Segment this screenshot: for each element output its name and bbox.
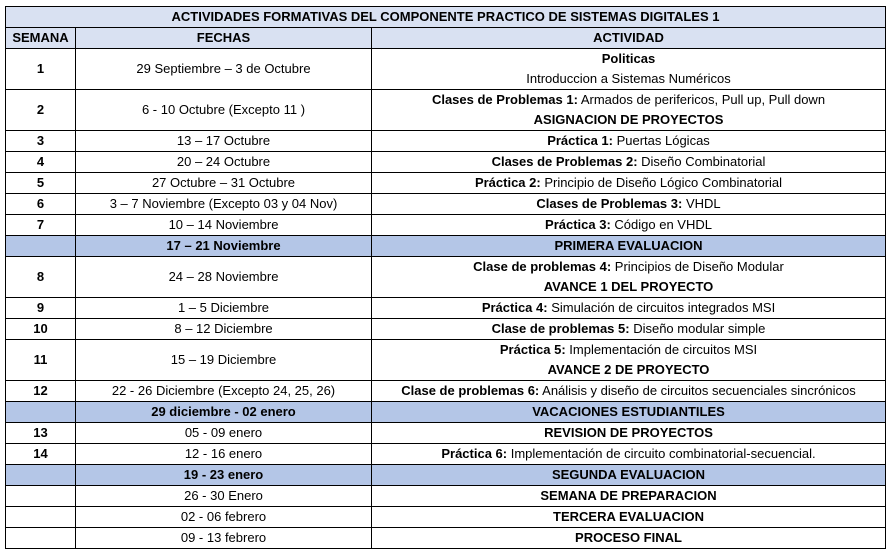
activity-line: AVANCE 1 DEL PROYECTO (543, 279, 714, 294)
table-row (6, 173, 886, 194)
week-cell: 1 (6, 49, 76, 90)
table-row (6, 423, 886, 444)
week-cell (6, 236, 76, 257)
activity-text: Implementación de circuito combinatorial-secuencial. (507, 446, 816, 461)
activity-cell (372, 194, 886, 215)
week-cell: 7 (6, 215, 76, 236)
week-cell (6, 507, 76, 528)
activity-line: Introduccion a Sistemas Numéricos (526, 71, 731, 86)
week-cell (6, 486, 76, 507)
header-week: SEMANA (6, 28, 76, 49)
activity-label: Clase de problemas 6: (401, 383, 540, 398)
dates-cell: 26 - 30 Enero (76, 486, 372, 507)
activity-line: ASIGNACION DE PROYECTOS (533, 112, 724, 127)
activity-text: Diseño modular simple (629, 321, 766, 336)
vacation-row (6, 402, 886, 423)
table-row (6, 319, 886, 340)
week-cell: 3 (6, 131, 76, 152)
activity-text: Principio de Diseño Lógico Combinatorial (540, 175, 783, 190)
activity-cell (372, 152, 886, 173)
activity-cell (372, 319, 886, 340)
activity-cell: VACACIONES ESTUDIANTILES (372, 402, 886, 423)
activity-text: VHDL (682, 196, 721, 211)
week-cell: 10 (6, 319, 76, 340)
activity-text: Implementación de circuitos MSI (565, 342, 758, 357)
evaluation-row (6, 465, 886, 486)
dates-cell: 29 Septiembre – 3 de Octubre (76, 49, 372, 90)
activity-label: Clase de problemas 4: (473, 259, 612, 274)
table-row (6, 486, 886, 507)
table-row (6, 49, 886, 90)
activity-text: Simulación de circuitos integrados MSI (547, 300, 776, 315)
week-cell: 2 (6, 90, 76, 131)
dates-cell: 12 - 16 enero (76, 444, 372, 465)
activity-label: Clase de problemas 5: (491, 321, 630, 336)
activity-cell: SEMANA DE PREPARACION (372, 486, 886, 507)
activity-label: Práctica 2: (474, 175, 541, 190)
activity-text: Puertas Lógicas (612, 133, 710, 148)
activity-cell (372, 381, 886, 402)
dates-cell: 20 – 24 Octubre (76, 152, 372, 173)
activity-cell (372, 90, 886, 131)
activity-cell: PROCESO FINAL (372, 528, 886, 549)
activity-text: Armados de perifericos, Pull up, Pull down (577, 92, 826, 107)
activity-cell (372, 298, 886, 319)
dates-cell: 17 – 21 Noviembre (76, 236, 372, 257)
table-row (6, 340, 886, 381)
week-cell: 5 (6, 173, 76, 194)
week-cell: 13 (6, 423, 76, 444)
week-cell: 8 (6, 257, 76, 298)
activity-line: Politicas (601, 51, 656, 66)
activity-cell: REVISION DE PROYECTOS (372, 423, 886, 444)
activity-cell (372, 173, 886, 194)
activity-text: Análisis y diseño de circuitos secuenciales sincrónicos (539, 383, 856, 398)
activity-text: Código en VHDL (610, 217, 712, 232)
activity-cell (372, 131, 886, 152)
dates-cell: 05 - 09 enero (76, 423, 372, 444)
activity-cell (372, 215, 886, 236)
schedule-table (5, 6, 886, 549)
activity-label: Clases de Problemas 3: (536, 196, 683, 211)
dates-cell: 1 – 5 Diciembre (76, 298, 372, 319)
table-title: ACTIVIDADES FORMATIVAS DEL COMPONENTE PRACTICO DE SISTEMAS DIGITALES 1 (6, 7, 886, 28)
table-row (6, 90, 886, 131)
table-row (6, 507, 886, 528)
activity-label: Práctica 4: (481, 300, 548, 315)
dates-cell: 13 – 17 Octubre (76, 131, 372, 152)
evaluation-row (6, 236, 886, 257)
activity-cell: SEGUNDA EVALUACION (372, 465, 886, 486)
activity-label: Clases de Problemas 2: (491, 154, 638, 169)
activity-line (375, 257, 882, 277)
activity-line (375, 340, 882, 360)
week-cell: 6 (6, 194, 76, 215)
week-cell (6, 465, 76, 486)
dates-cell: 02 - 06 febrero (76, 507, 372, 528)
activity-cell (372, 340, 886, 381)
dates-cell: 24 – 28 Noviembre (76, 257, 372, 298)
table-row (6, 381, 886, 402)
activity-text: Diseño Combinatorial (637, 154, 766, 169)
dates-cell: 10 – 14 Noviembre (76, 215, 372, 236)
table-row (6, 131, 886, 152)
table-row (6, 528, 886, 549)
activity-label: Práctica 6: (441, 446, 508, 461)
activity-label: Práctica 5: (499, 342, 566, 357)
week-cell: 9 (6, 298, 76, 319)
table-row (6, 298, 886, 319)
activity-label: Clases de Problemas 1: (431, 92, 578, 107)
dates-cell: 29 diciembre - 02 enero (76, 402, 372, 423)
week-cell: 4 (6, 152, 76, 173)
dates-cell: 15 – 19 Diciembre (76, 340, 372, 381)
activity-label: Práctica 3: (545, 217, 611, 232)
activity-cell (372, 444, 886, 465)
dates-cell: 8 – 12 Diciembre (76, 319, 372, 340)
week-cell: 14 (6, 444, 76, 465)
activity-cell: TERCERA EVALUACION (372, 507, 886, 528)
table-row (6, 152, 886, 173)
activity-text: Principios de Diseño Modular (611, 259, 784, 274)
activity-line: AVANCE 2 DE PROYECTO (547, 362, 710, 377)
header-activity: ACTIVIDAD (372, 28, 886, 49)
dates-cell: 27 Octubre – 31 Octubre (76, 173, 372, 194)
header-dates: FECHAS (76, 28, 372, 49)
table-row (6, 215, 886, 236)
dates-cell: 19 - 23 enero (76, 465, 372, 486)
activity-label: Práctica 1: (547, 133, 613, 148)
dates-cell: 6 - 10 Octubre (Excepto 11 ) (76, 90, 372, 131)
dates-cell: 3 – 7 Noviembre (Excepto 03 y 04 Nov) (76, 194, 372, 215)
activity-cell (372, 49, 886, 90)
week-cell (6, 528, 76, 549)
activity-cell (372, 257, 886, 298)
table-row (6, 194, 886, 215)
dates-cell: 22 - 26 Diciembre (Excepto 24, 25, 26) (76, 381, 372, 402)
table-row (6, 444, 886, 465)
activity-cell: PRIMERA EVALUACION (372, 236, 886, 257)
dates-cell: 09 - 13 febrero (76, 528, 372, 549)
week-cell (6, 402, 76, 423)
week-cell: 11 (6, 340, 76, 381)
activity-line (375, 90, 882, 110)
table-row (6, 257, 886, 298)
week-cell: 12 (6, 381, 76, 402)
